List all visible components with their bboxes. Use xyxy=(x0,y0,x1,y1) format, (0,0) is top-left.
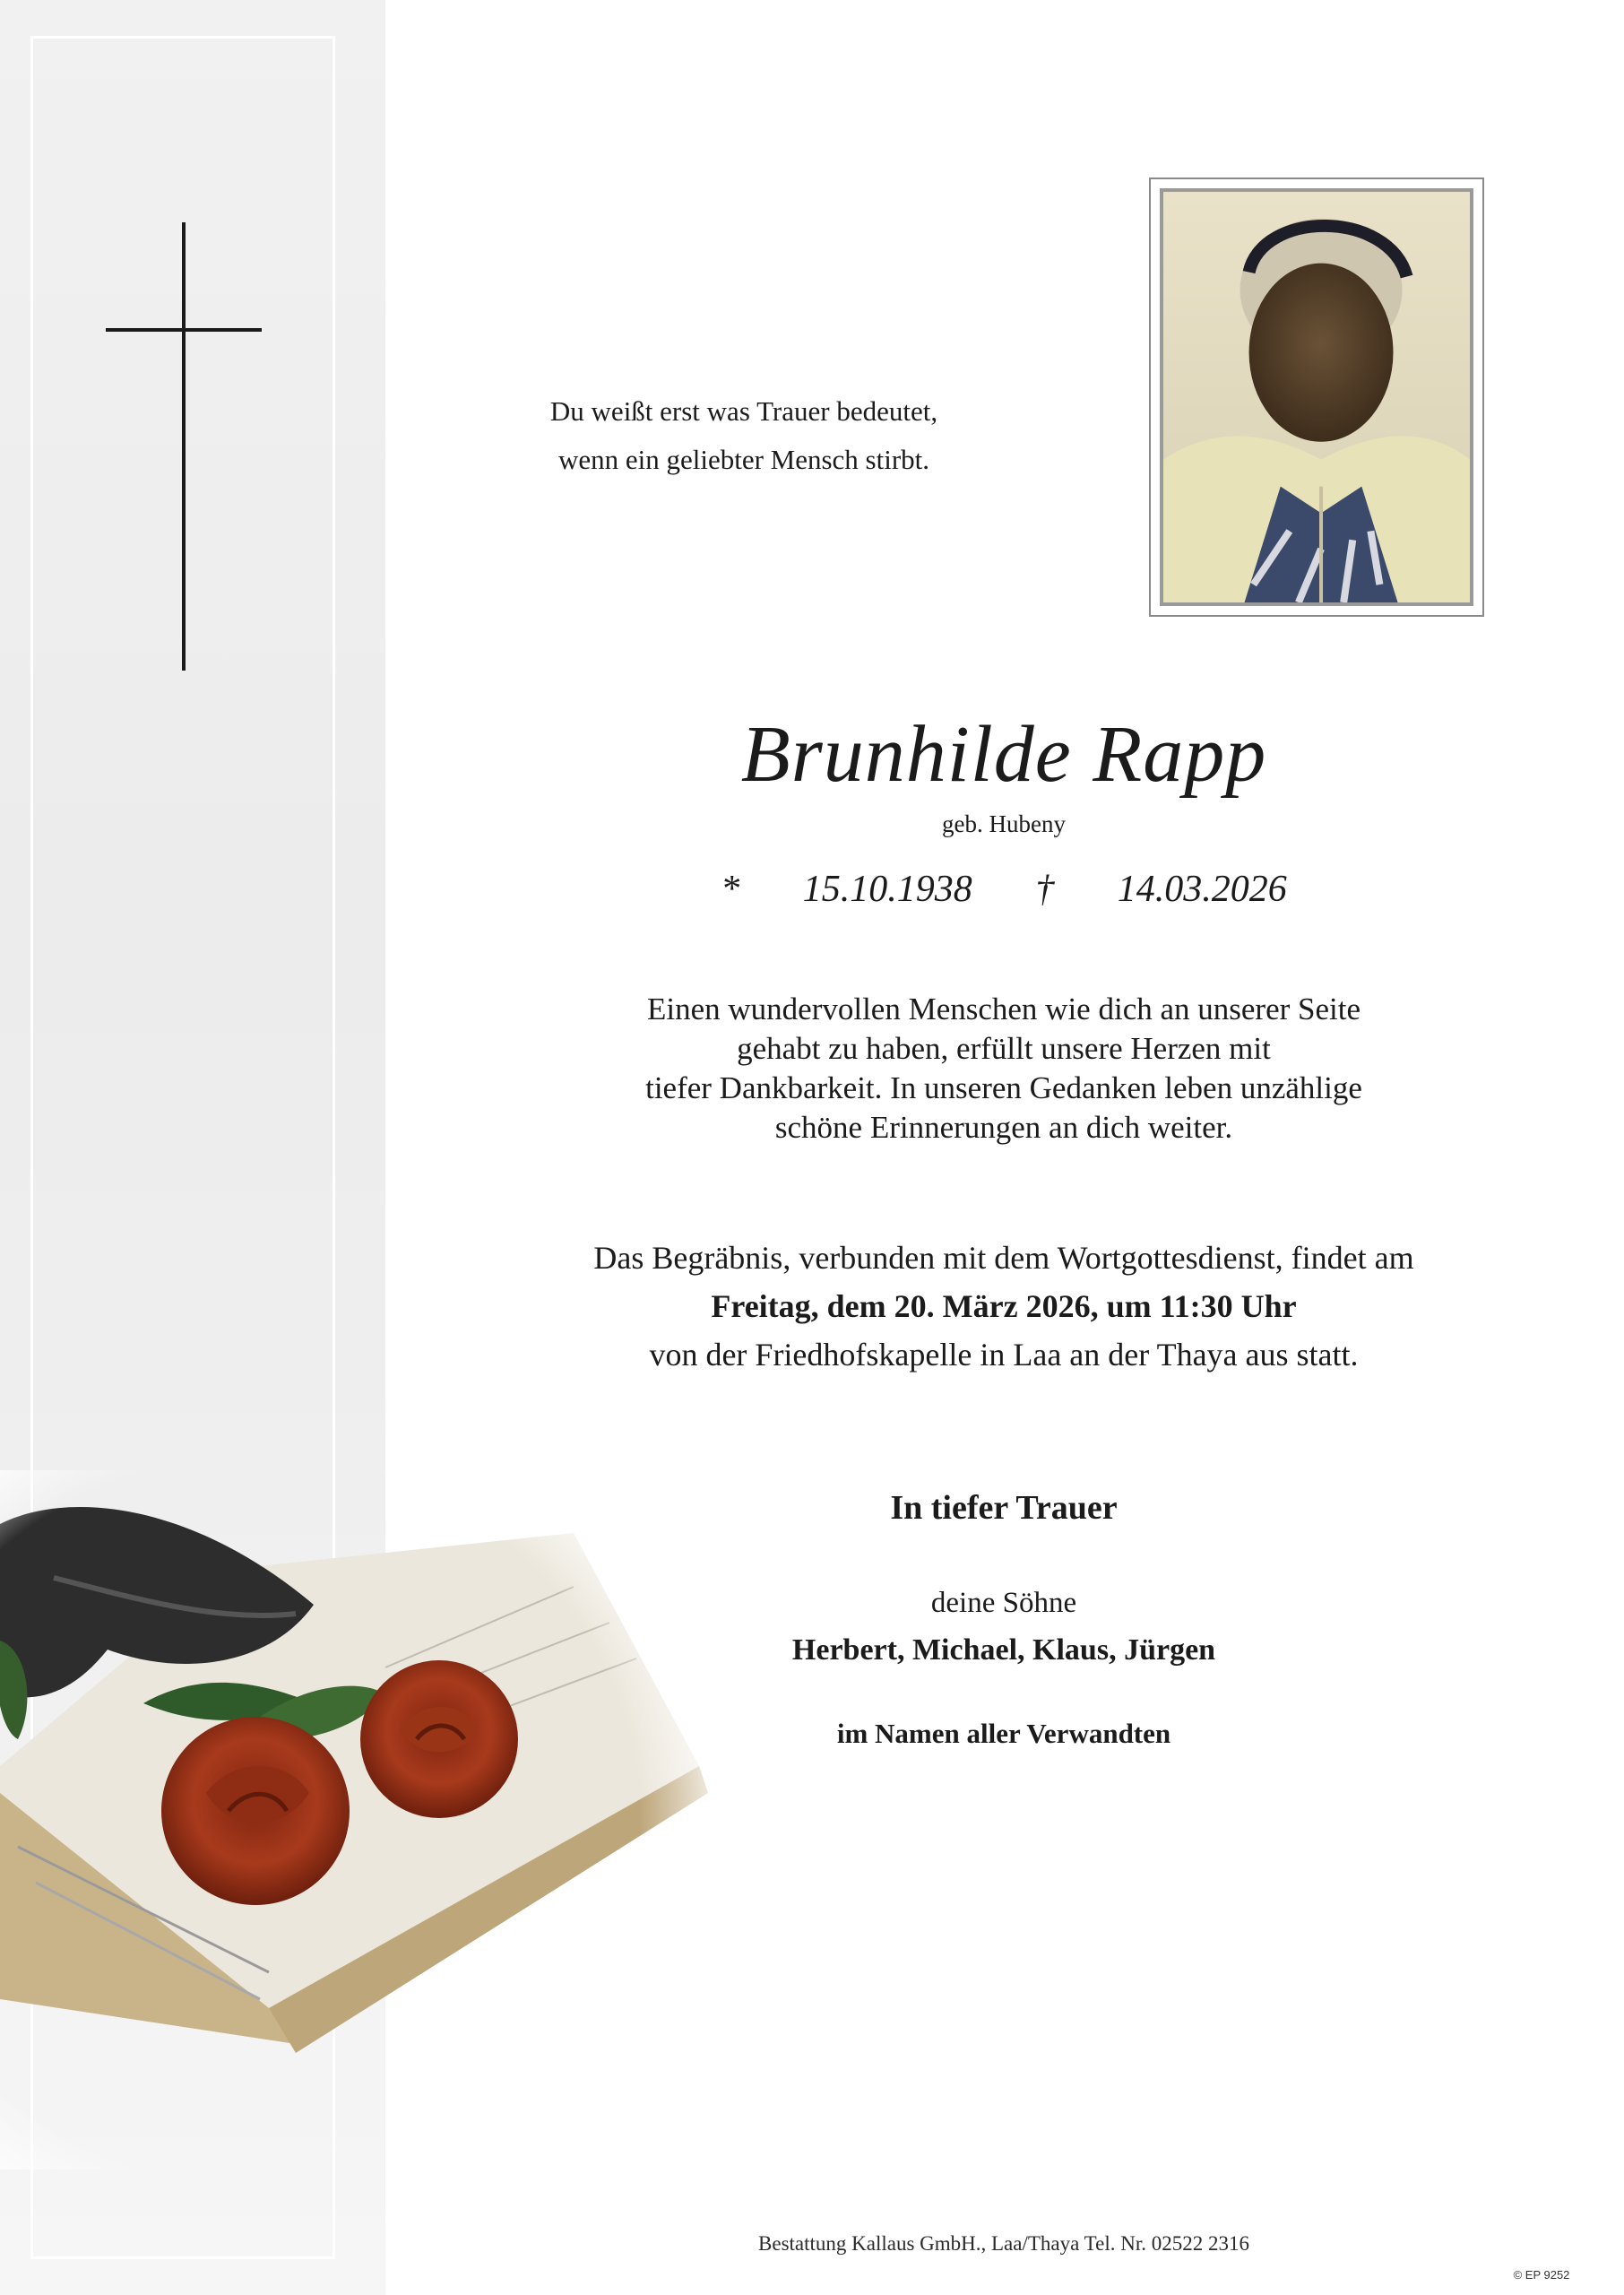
quote-line-2: wenn ein geliebter Mensch stirbt. xyxy=(557,444,930,475)
death-date: † 14.03.2026 xyxy=(1035,869,1287,910)
funeral-location: von der Friedhofskapelle in Laa an der Thaya aus statt. xyxy=(649,1337,1359,1373)
funeral-announcement xyxy=(502,1234,1506,1379)
maiden-name: geb. Hubeny xyxy=(942,810,1066,837)
quote-line-1: Du weißt erst was Trauer bedeutet, xyxy=(549,395,938,427)
cross-icon-bar xyxy=(106,328,262,332)
tribute-line: Einen wundervollen Menschen wie dich an unserer Seite xyxy=(647,992,1361,1026)
portrait-photo xyxy=(1160,188,1473,606)
life-dates xyxy=(645,868,1362,911)
mourning-heading: In tiefer Trauer xyxy=(890,1489,1118,1527)
cross-icon xyxy=(182,222,186,671)
tribute-text xyxy=(556,990,1452,1148)
tribute-line: schöne Erinnerungen an dich weiter. xyxy=(774,1110,1233,1145)
funeral-date-time: Freitag, dem 20. März 2026, um 11:30 Uhr xyxy=(711,1288,1297,1324)
sons-names: Herbert, Michael, Klaus, Jürgen xyxy=(791,1633,1216,1667)
portrait-photo-frame xyxy=(1149,178,1484,617)
relatives-line: im Namen aller Verwandten xyxy=(836,1718,1171,1749)
birth-date: * 15.10.1938 xyxy=(721,869,972,910)
tribute-line: tiefer Dankbarkeit. In unseren Gedanken leben unzählige xyxy=(645,1070,1362,1105)
tribute-line: gehabt zu haben, erfüllt unsere Herzen mit xyxy=(737,1031,1271,1066)
funeral-line-1: Das Begräbnis, verbunden mit dem Wortgottesdienst, findet am xyxy=(593,1240,1414,1276)
deceased-name: Brunhilde Rapp xyxy=(740,710,1267,799)
undertaker-footer: Bestattung Kallaus GmbH., Laa/Thaya Tel. Nr. 02522 2316 xyxy=(758,2232,1249,2255)
book-and-roses-illustration xyxy=(0,1470,735,2169)
memorial-quote xyxy=(484,387,1004,484)
sons-label: deine Söhne xyxy=(930,1587,1077,1619)
template-code: © EP 9252 xyxy=(1513,2268,1570,2282)
